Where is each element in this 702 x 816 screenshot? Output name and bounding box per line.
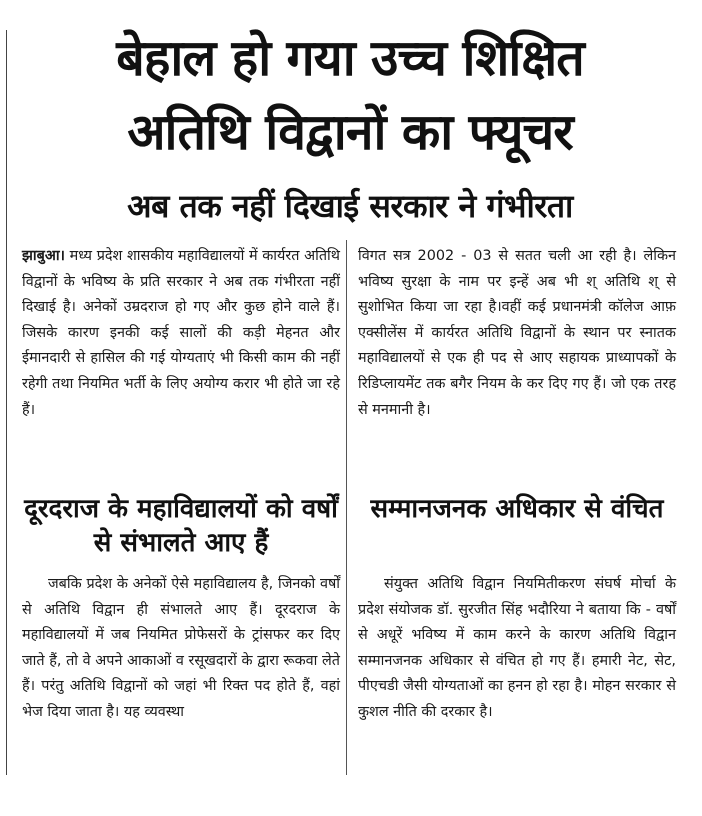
section-2-heading: सम्मानजनक अधिकार से वंचित — [370, 494, 664, 524]
column-1-intro — [22, 244, 340, 423]
headline-line-2: अतिथि विद्वानों का फ्यूचर — [127, 103, 573, 161]
column-2-section — [358, 572, 676, 726]
left-margin-rule — [6, 30, 7, 775]
section-1-heading: दूरदराज के महाविद्यालयों को वर्षों से संभालते आए हैं — [24, 494, 338, 558]
section-2-text: संयुक्त अतिथि विद्वान नियमितीकरण संघर्ष मोर्चा के प्रदेश संयोजक डॉ. सुरजीत सिंह भदौरिया ने बताया कि - वर्षों से अधूरें भविष्य में काम करने के कारण अतिथि विद्वान सम्मानजनक अधिकार से वंचित हो गए हैं। हमारी नेट, सेट, पीएचडी जैसी योग्यताओं का हनन हो रहा है। मोहन सरकार से कुशल नीति की दरकार है। — [358, 576, 676, 720]
column-divider — [346, 240, 347, 775]
column-2-continuation — [358, 244, 676, 423]
section-1-text: जबकि प्रदेश के अनेकों ऐसे महाविद्यालय है, जिनको वर्षों से अतिथि विद्वान ही संभालते आए हैं। दूरदराज के महाविद्यालयों में जब नियमित प्रोफेसरों के ट्रांसफर कर दिए जाते हैं, तो वे अपने आकाओं व रसूखदारों के द्वारा रूकवा लेते हैं। परंतु अतिथि विद्वानों को जहां भी रिक्त पद होते हैं, वहां भेज दिया जाता है। यह व्यवस्था — [22, 576, 340, 720]
subheadline: अब तक नहीं दिखाई सरकार ने गंभीरता — [127, 187, 573, 225]
intro-paragraph — [22, 244, 340, 423]
column-1-section — [22, 572, 340, 726]
dateline: झाबुआ। — [22, 248, 65, 264]
column-2-text: विगत सत्र 2002 - 03 से सतत चली आ रही है। लेकिन भविष्य सुरक्षा के नाम पर इन्हें अब भी श् अतिथि श् से सुशोभित किया जा रहा है।वहीं कई प्रधानमंत्री कॉलेज आफ़ एक्सीलेंस में कार्यरत अतिथि विद्वानों के स्थान पर स्नातक महाविद्यालयों से एक ही पद से आए सहायक प्राध्यापकों के रिडिप्लायमेंट तक बगैर नियम के कर दिए गए हैं। जो एक तरह से मनमानी है। — [358, 248, 676, 418]
headline-line-1: बेहाल हो गया उच्च शिक्षित — [116, 29, 584, 87]
intro-text: मध्य प्रदेश शासकीय महाविद्यालयों में कार्यरत अतिथि विद्वानों के भविष्य के प्रति सरकार ने अब तक गंभीरता नहीं दिखाई है। अनेकों उम्रदराज हो गए और कुछ होने वाले हैं। जिसके कारण इनकी कई सालों की कड़ी मेहनत और ईमानदारी से हासिल की गई योग्यताएं भी किसी काम की नहीं रहेगी तथा नियमित भर्ती के लिए अयोग्य करार भी होते जा रहे हैं। — [22, 248, 340, 418]
